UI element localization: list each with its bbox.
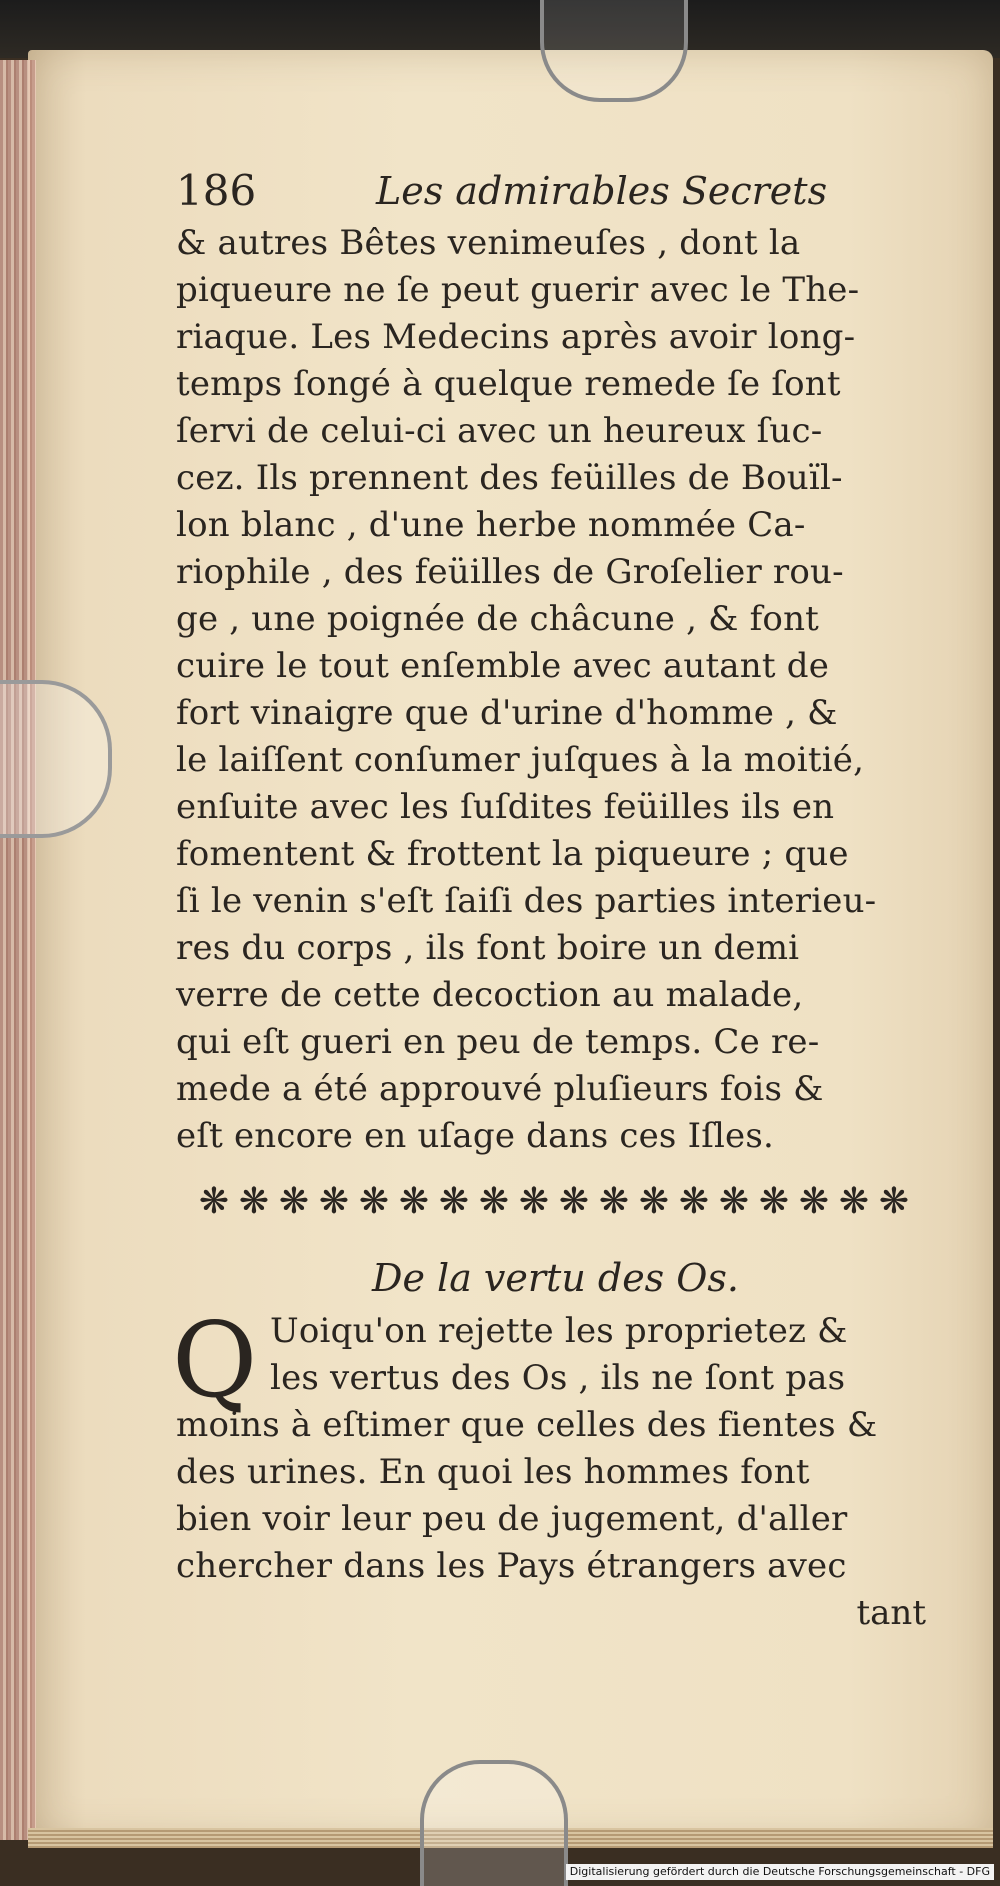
section-title: De la vertu des Os.: [372, 1256, 739, 1300]
text-line: fomentent & frottent la piqueure ; que: [176, 834, 849, 874]
text-line: cuire le tout enſemble avec autant de: [176, 646, 830, 686]
text-line: moins à eſtimer que celles des fientes &: [176, 1405, 878, 1445]
ornament-glyph: ❋: [678, 1181, 710, 1222]
text-line: mede a été approuvé pluſieurs fois &: [176, 1069, 824, 1109]
page-number: 186: [176, 166, 257, 215]
ornament-glyph: ❋: [758, 1181, 790, 1222]
ornament-glyph: ❋: [398, 1181, 430, 1222]
text-line: riaque. Les Medecins après avoir long-: [176, 317, 856, 357]
ornament-glyph: ❋: [598, 1181, 630, 1222]
ornament-glyph: ❋: [718, 1181, 750, 1222]
text-line: ſervi de celui-ci avec un heureux ſuc-: [176, 411, 823, 451]
text-line: & autres Bêtes venimeuſes , dont la: [176, 223, 801, 263]
text-line: qui eſt gueri en peu de temps. Ce re-: [176, 1022, 820, 1062]
text-line: fort vinaigre que d'urine d'homme , &: [176, 693, 838, 733]
text-line: des urines. En quoi les hommes font: [176, 1452, 810, 1492]
book-clip-bottom: [420, 1760, 568, 1886]
text-line: ge , une poignée de châcune , & font: [176, 599, 820, 639]
ornament-glyph: ❋: [278, 1181, 310, 1222]
text-line: ſi le venin s'eſt ſaiſi des parties interieu-: [176, 881, 877, 921]
digitization-credit: Digitalisierung gefördert durch die Deutsche Forschungsgemeinschaft - DFG: [566, 1864, 994, 1880]
paragraph-1: [176, 220, 936, 1160]
text-line: les vertus des Os , ils ne ſont pas: [270, 1358, 846, 1398]
ornament-glyph: ❋: [358, 1181, 390, 1222]
ornament-glyph: ❋: [518, 1181, 550, 1222]
page-header: [176, 162, 936, 220]
drop-cap: Q: [172, 1299, 258, 1421]
text-line: cez. Ils prennent des feüilles de Bouïl-: [176, 458, 843, 498]
ornament-glyph: ❋: [318, 1181, 350, 1222]
ornament-glyph: ❋: [878, 1181, 910, 1222]
ornament-glyph: ❋: [438, 1181, 470, 1222]
ornament-glyph: ❋: [478, 1181, 510, 1222]
book-clip-top: [540, 0, 688, 102]
text-line: riophile , des feüilles de Groſelier rou-: [176, 552, 844, 592]
ornament-glyph: ❋: [798, 1181, 830, 1222]
text-line: piqueure ne ſe peut guerir avec le The-: [176, 270, 860, 310]
text-line: eſt encore en uſage dans ces Iſles.: [176, 1116, 775, 1156]
page-fore-edge: [0, 60, 36, 1840]
text-block: [172, 162, 936, 1637]
ornament-glyph: ❋: [198, 1181, 230, 1222]
ornament-band: [194, 1178, 914, 1226]
ornament-glyph: ❋: [838, 1181, 870, 1222]
ornament-glyph: ❋: [638, 1181, 670, 1222]
ornament-glyph: ❋: [558, 1181, 590, 1222]
catchword: tant: [856, 1593, 926, 1633]
running-head: Les admirables Secrets: [376, 169, 828, 213]
text-line: temps ſongé à quelque remede ſe ſont: [176, 364, 841, 404]
text-line: bien voir leur peu de jugement, d'aller: [176, 1499, 848, 1539]
ornament-glyph: ❋: [238, 1181, 270, 1222]
text-line: enſuite avec les ſuſdites feüilles ils en: [176, 787, 835, 827]
text-line: le laiſſent conſumer juſques à la moitié,: [176, 740, 865, 780]
text-line: Uoiqu'on rejette les proprietez &: [270, 1311, 848, 1351]
text-line: chercher dans les Pays étrangers avec: [176, 1546, 847, 1586]
text-line: lon blanc , d'une herbe nommée Ca-: [176, 505, 806, 545]
text-line: res du corps , ils font boire un demi: [176, 928, 800, 968]
text-line: verre de cette decoction au malade,: [176, 975, 804, 1015]
paragraph-2: [172, 1299, 936, 1590]
